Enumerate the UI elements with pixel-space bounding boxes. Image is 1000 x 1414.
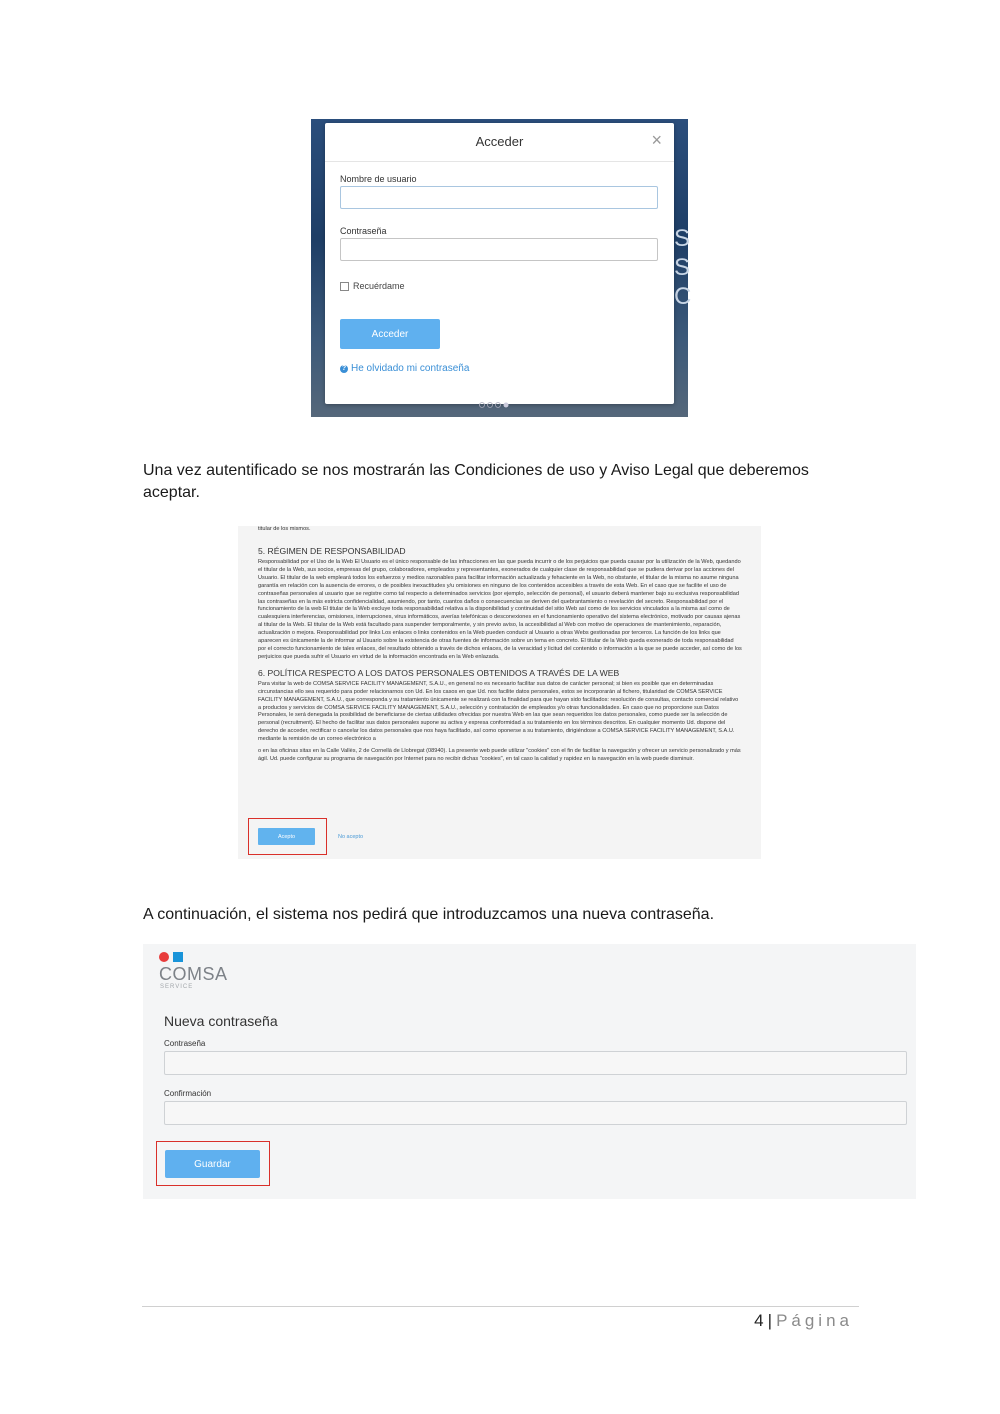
carousel-dots[interactable] [478, 401, 518, 409]
newpassword-screenshot [143, 944, 916, 1199]
page-footer [754, 1311, 853, 1331]
reject-link[interactable]: No acepto [338, 833, 364, 840]
carousel-dot[interactable] [480, 403, 485, 408]
logo-word: COMSA [159, 964, 228, 984]
footer-divider [142, 1306, 859, 1307]
section6-heading: 6. POLÍTICA RESPECTO A LOS DATOS PERSONALES OBTENIDOS A TRAVÉS DE LA WEB [258, 667, 620, 678]
page-word: Página [776, 1311, 853, 1330]
background-letters: S S C [674, 225, 692, 310]
question-circle-icon: ? [341, 365, 347, 372]
confirm-label: Confirmación [164, 1089, 212, 1098]
login-modal [325, 123, 674, 404]
carousel-dot-active[interactable] [504, 403, 509, 408]
carousel-dot[interactable] [488, 403, 493, 408]
modal-header [325, 123, 674, 162]
username-label: Nombre de usuario [340, 174, 417, 184]
logo-red-dot [159, 952, 169, 962]
section5-heading: 5. RÉGIMEN DE RESPONSABILIDAD [258, 546, 406, 556]
paragraph-terms-intro: Una vez autentificado se nos mostrarán las Condiciones de uso y Aviso Legal que deberemos aceptar. [143, 462, 809, 501]
modal-title: Acceder [475, 134, 524, 149]
confirm-password-input[interactable] [164, 1101, 907, 1125]
paragraph-newpassword-intro: A continuación, el sistema nos pedirá que introduzcamos una nueva contraseña. [143, 906, 715, 923]
logo-blue-square [173, 952, 183, 962]
truncated-text: titular de los mismos. [258, 526, 311, 532]
close-icon[interactable]: × [651, 130, 662, 150]
username-input[interactable] [340, 186, 658, 209]
page-title: Nueva contraseña [164, 1013, 278, 1029]
login-screenshot [311, 119, 692, 417]
carousel-dot[interactable] [496, 403, 501, 408]
terms-content [258, 526, 742, 767]
remember-label: Recuérdame [353, 281, 405, 291]
new-password-input[interactable] [164, 1051, 907, 1075]
highlight-box [248, 818, 327, 855]
password-input[interactable] [340, 238, 658, 261]
page-number: 4 [754, 1311, 764, 1330]
section5-text: Responsabilidad por el Uso de la Web El Usuario es el único responsable de las infracciones en las que pueda incurrir o de los perjuicios que pueda causar por la utilización de la Web, quedando el titular de la Web, sus socios, empresas del grupo, colaboradores, empleados y representantes, exonerados de cualquier clase de responsabilidad que se pudiera derivar por las acciones del Usuario. El titular de la web empleará todos los esfuerzos y medios razonables para facilitar información actualizada y fehaciente en la Web, no obstante, el titular de la misma no asume ninguna garantía en relación con la ausencia de errores, o de posibles inexactitudes y/u omisiones en ninguno de los contenidos accesibles a través de esta Web. En el caso que se facilite el uso de contraseñas personales al usuario que se registre como tal respecto a determinados servicios (por ejemplo, selección de personal), el usuario deberá mantener bajo su exclusiva responsabilidad las contraseñas en la más estricta confidencialidad, asumiendo, por tanto, cuantos daños o consecuencias se deriven del quebrantamiento o revelación del secreto. Responsabilidad por el funcionamiento de la web El titular de la Web excluye toda responsabilidad relativa a la disponibilidad y continuidad del sitio Web así como de los servicios vinculados a la misma así como de cualesquiera interferencias, omisiones, interrupciones, virus informáticos, averías telefónicas o desconexiones en el funcionamiento operativo del sistema electrónico, motivado por causas ajenas al titular de la Web. El titular de la Web está facultado para suspender temporalmente, y sin previo aviso, la accesibilidad al Web con motivo de operaciones de mantenimiento, reparación, actualización o mejora. Responsabilidad por links Los enlaces o links contenidos en la Web pueden conducir al Usuario a otras Webs gestionadas por terceros. La función de los links que aparecen es únicamente la de informar al Usuario sobre la existencia de otras fuentes de información sobre un tema en concreto. El titular de la Web queda exonerado de toda responsabilidad por el correcto funcionamiento de tales enlaces, del resultado obtenido a través de dichos enlaces, de la veracidad y licitud del contenido o información a la que se puede acceder, así como de los perjuicios que pueda sufrir el Usuario en virtud de la información encontrada en la Web enlazada. [258, 559, 742, 660]
password-label: Contraseña [340, 226, 387, 236]
save-button[interactable]: Guardar [165, 1150, 260, 1178]
forgot-password-link[interactable] [340, 363, 469, 374]
login-button[interactable]: Acceder [340, 319, 440, 349]
remember-checkbox[interactable] [340, 281, 405, 291]
footer-separator: | [767, 1311, 773, 1330]
password-label: Contraseña [164, 1039, 206, 1048]
accept-button[interactable]: Acepto [258, 828, 315, 845]
forgot-password-label[interactable]: He olvidado mi contraseña [351, 363, 470, 374]
highlight-box [156, 1141, 270, 1186]
terms-screenshot [238, 526, 761, 859]
cookies-text: o en las oficinas sitas en la Calle Vallès, 2 de Cornellà de Llobregat (08940). La presente web puede utilizar "cookies" con el fin de facilitar la navegación y ofrecer un servicio personalizado y más ágil. Ud. puede configurar su programa de navegación por Internet para no recibir dichas "cookies", en tal caso la calidad y rapidez en la navegación en la web puede disminuir. [258, 748, 741, 762]
section6-text: Para visitar la web de COMSA SERVICE FACILITY MANAGEMENT, S.A.U., en general no es necesario facilitar sus datos de carácter personal; si bien es posible que en determinadas circunstancias ello sea requerido para poder relacionarnos con Ud. En los casos en que Ud. nos facilite datos personales, estos se incorporarán al fichero, titularidad de COMSA SERVICE FACILITY MANAGEMENT, S.A.U., que corresponda y su tratamiento únicamente se realizará con la finalidad para que hayan sido facilitados: resolución de consultas, contacto comercial relativo a productos y servicios de COMSA SERVICE FACILITY MANAGEMENT, S.A.U., selección y contratación de empleados y/o otras funcionalidades. En caso que no proporcione sus Datos Personales, le será denegada la posibilidad de beneficiarse de ciertas utilidades ofrecidas por nuestra Web en las que sean requeridos los datos personales, como puede ser la selección de personal (recruitment). El hecho de facilitar sus datos personales supone su activa y expresa conformidad a su tratamiento en los términos descritos. En cualquier momento Ud. dispone del derecho de acceder, rectificar o cancelar los datos personales que nos haya facilitado, así como oponerse a su tratamiento, dirigiéndose a COMSA SERVICE FACILITY MANAGEMENT, S.A.U. mediante la remisión de un correo electrónico a [258, 680, 739, 743]
checkbox-icon[interactable] [340, 282, 349, 291]
logo-subtitle: SERVICE [160, 984, 194, 990]
